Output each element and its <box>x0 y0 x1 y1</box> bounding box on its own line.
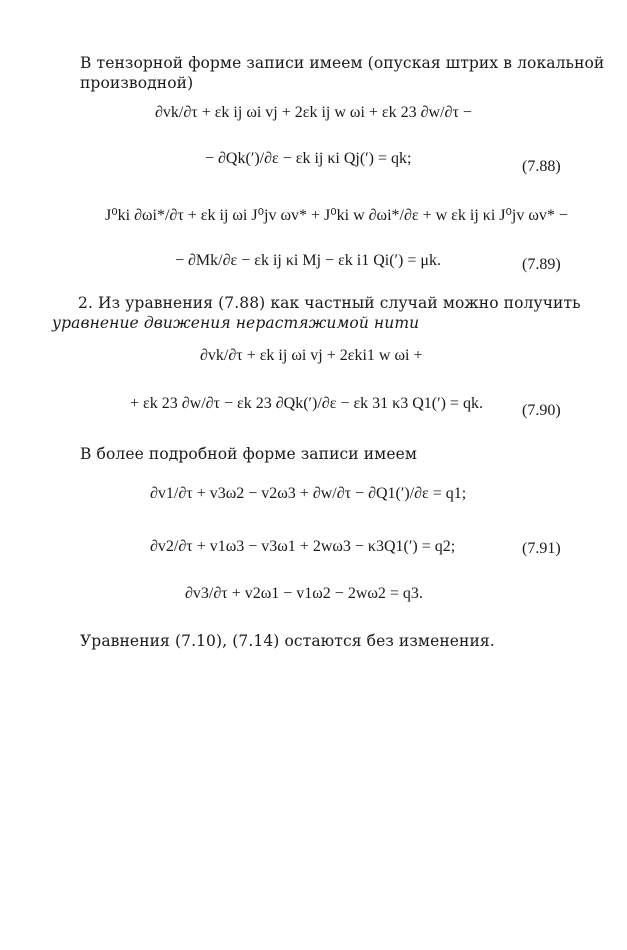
equation-label-7-88: (7.88) <box>522 158 561 175</box>
paragraph-intro-line1: В тензорной форме записи имеем (опуская штрих в локальной <box>80 54 605 72</box>
equation-7-91-line1: ∂v1/∂τ + v3ω2 − v2ω3 + ∂w/∂τ − ∂Q1(′)/∂ε = q1; <box>150 485 467 502</box>
equation-label-7-91: (7.91) <box>522 540 561 557</box>
equation-7-90-line1: ∂vk/∂τ + εk ij ωi vj + 2εki1 w ωi + <box>200 347 423 364</box>
equation-7-88-line1: ∂vk/∂τ + εk ij ωi vj + 2εk ij w ωi + εk 23 ∂w/∂τ − <box>155 104 472 121</box>
equation-7-89-line1: J⁰ki ∂ωi*/∂τ + εk ij ωi J⁰jv ωv* + J⁰ki w ∂ωi*/∂ε + w εk ij κi J⁰jv ωv* − <box>105 207 568 224</box>
equation-7-91-line3: ∂v3/∂τ + v2ω1 − v1ω2 − 2wω2 = q3. <box>185 585 423 602</box>
equation-7-89-line2: − ∂Mk/∂ε − εk ij κi Mj − εk i1 Qi(′) = μk. <box>175 252 441 269</box>
paragraph-intro-line2: производной) <box>80 74 194 92</box>
paragraph-2-line2: уравнение движения нерастяжимой нити <box>52 314 420 332</box>
equation-7-88-line2: − ∂Qk(′)/∂ε − εk ij κi Qj(′) = qk; <box>205 150 412 167</box>
equation-7-91-line2: ∂v2/∂τ + v1ω3 − v3ω1 + 2wω3 − κ3Q1(′) = q2; <box>150 538 456 555</box>
paragraph-closing: Уравнения (7.10), (7.14) остаются без изменения. <box>80 632 495 650</box>
paragraph-3: В более подробной форме записи имеем <box>80 445 418 463</box>
equation-label-7-89: (7.89) <box>522 256 561 273</box>
equation-7-90-line2: + εk 23 ∂w/∂τ − εk 23 ∂Qk(′)/∂ε − εk 31 κ3 Q1(′) = qk. <box>130 395 483 412</box>
paragraph-2-line1: 2. Из уравнения (7.88) как частный случай можно получить <box>78 294 581 312</box>
equation-label-7-90: (7.90) <box>522 402 561 419</box>
